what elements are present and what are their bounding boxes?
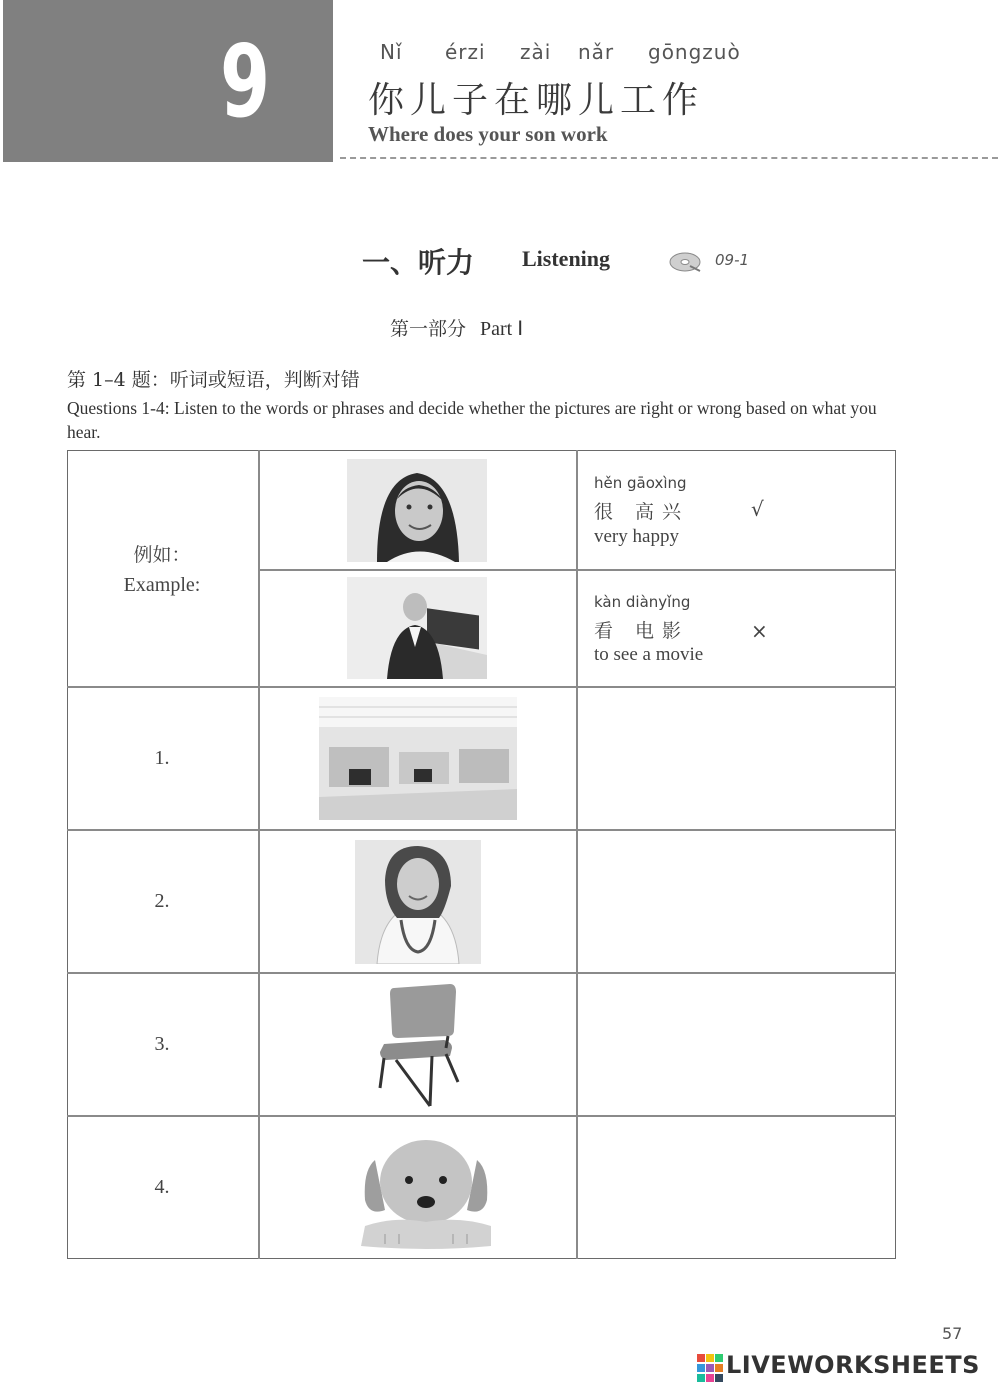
example-label bbox=[67, 540, 257, 600]
title-pinyin: érzi bbox=[445, 40, 486, 64]
section-title-chinese: 一、听力 bbox=[362, 246, 475, 279]
part-heading-chinese: 第一部分 bbox=[390, 318, 467, 340]
title-pinyin: nǎr bbox=[578, 40, 615, 64]
lesson-title-english: Where does your son work bbox=[368, 122, 608, 146]
table-divider bbox=[576, 450, 578, 1259]
instructions-english: Questions 1-4: Listen to the words or phrases and decide whether the pictures are right or wrong based on what you hear. bbox=[67, 398, 877, 442]
audio-track-number: 09-1 bbox=[715, 251, 750, 269]
lesson-number: 9 bbox=[219, 23, 271, 140]
cross-mark-icon: × bbox=[751, 619, 768, 643]
example-pinyin: hěn gāoxìng bbox=[594, 474, 687, 492]
page-number: 57 bbox=[942, 1324, 963, 1343]
title-pinyin: Nǐ bbox=[380, 40, 403, 64]
question-number: 1. bbox=[154, 747, 170, 769]
question-number: 2. bbox=[154, 890, 170, 912]
example-hanzi: 看 电影 bbox=[594, 620, 690, 642]
liveworksheets-watermark: LIVEWORKSHEETS bbox=[726, 1351, 980, 1379]
example-label-english: Example: bbox=[123, 574, 201, 596]
header-divider bbox=[340, 157, 998, 159]
table-divider bbox=[258, 569, 896, 571]
part-heading bbox=[390, 314, 523, 341]
title-pinyin: gōngzuò bbox=[648, 40, 741, 64]
liveworksheets-logo-icon bbox=[697, 1354, 723, 1382]
question-picture-doctor bbox=[355, 840, 481, 964]
example-pinyin: kàn diànyǐng bbox=[594, 593, 691, 611]
question-picture-puppy bbox=[355, 1130, 497, 1250]
question-number: 4. bbox=[154, 1176, 170, 1198]
table-divider bbox=[67, 686, 896, 688]
instructions-chinese: 第 1–4 题：听词或短语，判断对错 bbox=[67, 369, 360, 391]
table-divider bbox=[67, 1115, 896, 1117]
check-mark-icon: √ bbox=[751, 497, 764, 521]
example-hanzi: 很 高兴 bbox=[594, 501, 690, 523]
example-label-chinese: 例如： bbox=[133, 544, 191, 566]
section-title-english: Listening bbox=[522, 246, 611, 271]
lesson-number-block bbox=[3, 0, 333, 162]
example-english: very happy bbox=[594, 526, 679, 547]
example-english: to see a movie bbox=[594, 644, 704, 665]
part-heading-english: Part Ⅰ bbox=[480, 318, 524, 340]
lesson-title-chinese: 你儿子在哪儿工作 bbox=[368, 80, 705, 121]
question-picture-chair bbox=[372, 982, 462, 1108]
table-divider bbox=[67, 829, 896, 831]
table-divider bbox=[67, 972, 896, 974]
question-number: 3. bbox=[154, 1033, 170, 1055]
title-pinyin: zài bbox=[520, 40, 552, 64]
example-picture-man-at-desk bbox=[347, 577, 487, 679]
question-picture-office-cubicles bbox=[319, 697, 517, 820]
example-picture-smiling-woman bbox=[347, 459, 487, 562]
cd-icon[interactable] bbox=[668, 251, 702, 273]
table-divider bbox=[258, 450, 260, 1259]
